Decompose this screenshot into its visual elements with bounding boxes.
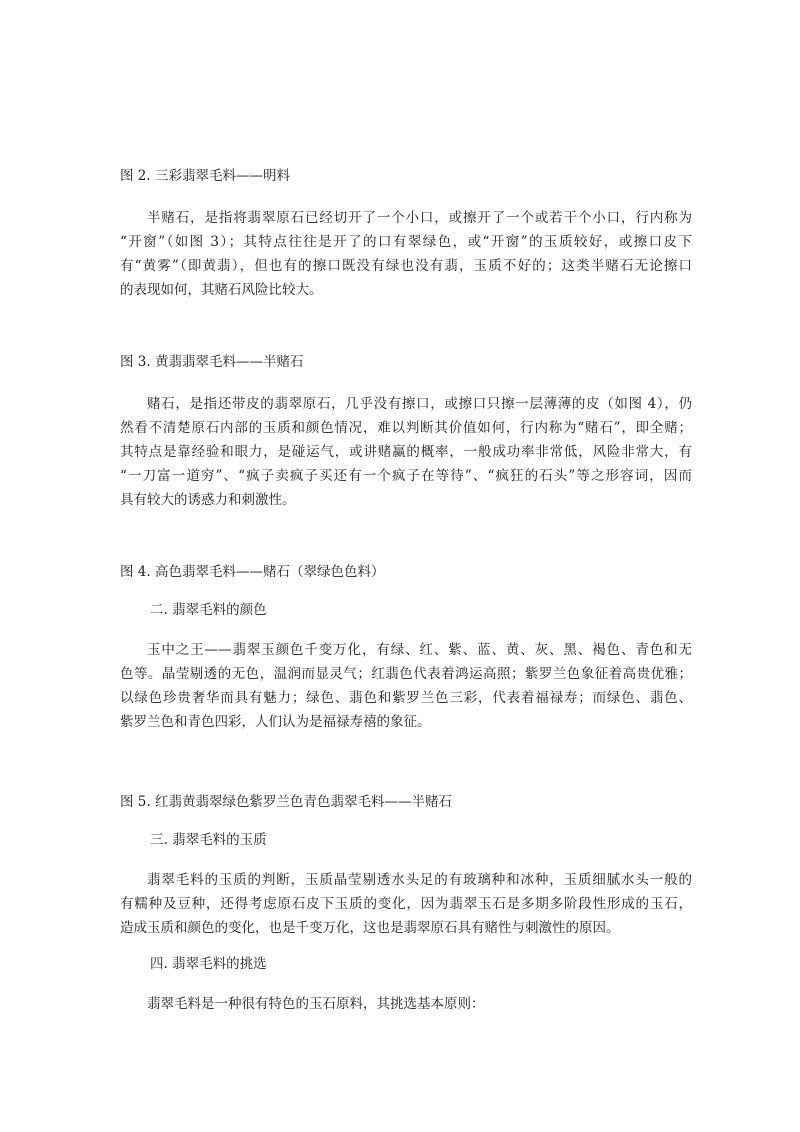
text-line: 色等。晶莹剔透的无色，温润而显灵气；红翡色代表着鸿运高照；紫罗兰色象征着高贵优雅；	[120, 666, 692, 682]
text-line: 有“黄雾”（即黄翡），但也有的擦口既没有绿也没有翡，玉质不好的；这类半赌石无论擦口	[120, 258, 692, 274]
text-line: 然看不清楚原石内部的玉质和颜色情况，难以判断其价值如何，行内称为“赌石”，即全赌；	[120, 420, 692, 436]
text-line: 紫罗兰色和青色四彩，人们认为是福禄寿禧的象征。	[120, 714, 431, 730]
text-line: 赌石，是指还带皮的翡翠原石，几乎没有擦口，或擦口只擦一层薄薄的皮（如图 4），仍	[147, 396, 692, 412]
paragraph-half-gamble-stone	[120, 206, 692, 302]
section-heading-quality: 三. 翡翠毛料的玉质	[150, 832, 267, 848]
text-line: 其特点是靠经验和眼力，是碰运气，或讲赌赢的概率，一般成功率非常低，风险非常大，有	[120, 444, 692, 460]
paragraph-color	[120, 638, 692, 734]
text-line: “开窗”（如图 3）；其特点往往是开了的口有翠绿色，或“开窗”的玉质较好，或擦口皮下	[120, 234, 692, 250]
section-heading-color: 二. 翡翠毛料的颜色	[150, 602, 267, 618]
text-line: 玉中之王——翡翠玉颜色千变万化，有绿、红、紫、蓝、黄、灰、黑、褐色、青色和无	[147, 642, 692, 658]
paragraph-gamble-stone	[120, 392, 692, 512]
figure-caption-3: 图 3. 黄翡翡翠毛料——半赌石	[120, 354, 304, 370]
figure-caption-5: 图 5. 红翡黄翡翠绿色紫罗兰色青色翡翠毛料——半赌石	[120, 794, 452, 810]
text-line: 半赌石，是指将翡翠原石已经切开了一个小口，或擦开了一个或若干个小口，行内称为	[147, 210, 692, 226]
text-line: 具有较大的诱惑力和刺激性。	[120, 492, 296, 508]
text-line: 的表现如何，其赌石风险比较大。	[120, 282, 323, 298]
text-line: “一刀富一道穷”、“疯子卖疯子买还有一个疯子在等待”、“疯狂的石头”等之形容词，因而	[120, 468, 692, 484]
text-line: 以绿色珍贵奢华而具有魅力；绿色、翡色和紫罗兰色三彩，代表着福禄寿；而绿色、翡色、	[120, 690, 692, 706]
section-heading-selection: 四. 翡翠毛料的挑选	[150, 956, 267, 972]
figure-caption-4: 图 4. 高色翡翠毛料——赌石（翠绿色色料）	[120, 564, 385, 580]
text-line: 有糯种及豆种，还得考虑原石皮下玉质的变化，因为翡翠玉石是多期多阶段性形成的玉石，	[120, 896, 692, 912]
text-line: 翡翠毛料的玉质的判断，玉质晶莹剔透水头足的有玻璃种和冰种，玉质细腻水头一般的	[147, 872, 692, 888]
paragraph-quality	[120, 868, 692, 940]
figure-caption-2: 图 2. 三彩翡翠毛料——明料	[120, 168, 290, 184]
text-line: 翡翠毛料是一种很有特色的玉石原料，其挑选基本原则：	[147, 996, 485, 1012]
text-line: 造成玉质和颜色的变化，也是千变万化，这也是翡翠原石具有赌性与刺激性的原因。	[120, 920, 620, 936]
paragraph-selection	[120, 992, 692, 1016]
